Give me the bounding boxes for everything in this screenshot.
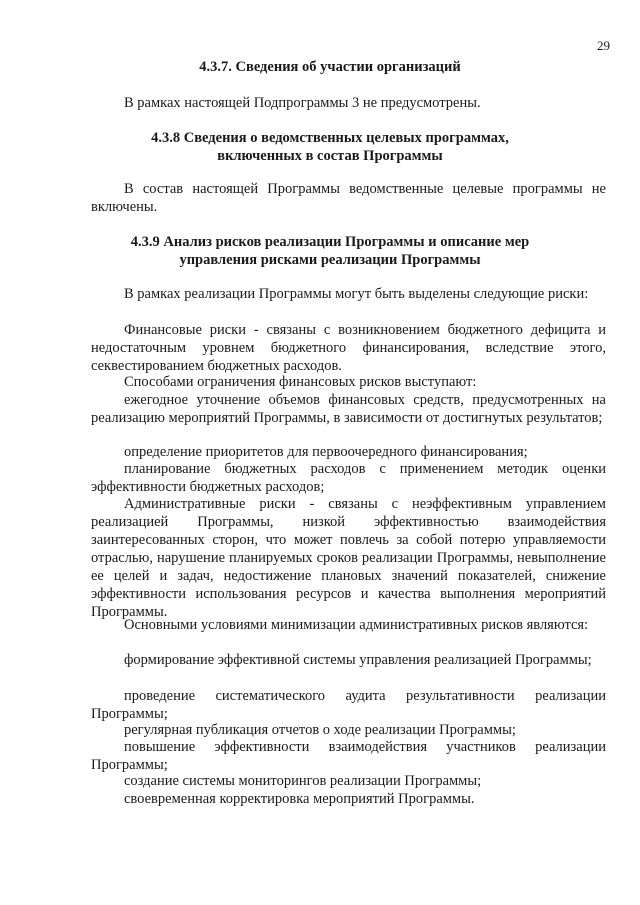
- paragraph-financial-limits: Способами ограничения финансовых рисков выступают:: [124, 374, 477, 390]
- paragraph-financial-risks: Финансовые риски - связаны с возникновением бюджетного дефицита и недостаточным уровнем бюджетного финансирования, вследствие этого, секвестированием бюджетных расходов.: [91, 322, 606, 374]
- section-438-text: В состав настоящей Программы ведомственные целевые программы не включены.: [91, 181, 606, 215]
- paragraph-priorities: определение приоритетов для первоочередного финансирования;: [124, 444, 528, 460]
- section-437-text: В рамках настоящей Подпрограммы 3 не предусмотрены.: [124, 95, 481, 111]
- section-438-title-line2: включенных в состав Программы: [217, 148, 443, 164]
- section-439-title-line2: управления рисками реализации Программы: [179, 252, 481, 268]
- paragraph-administrative-risks: Административные риски - связаны с неэффективным управлением реализацией Программы, низкой эффективностью взаимодействия заинтересованных сторон, что может повлечь за собой потерю управляемости отраслью, нарушение планируемых сроков реализации Программы, невыполнение ее целей и задач, недостижение плановых значений показателей, снижение эффективности использования ресурсов и качества выполнения мероприятий Программы.: [91, 496, 606, 620]
- section-438-title-line1: 4.3.8 Сведения о ведомственных целевых программах,: [151, 130, 509, 146]
- page-number: 29: [597, 38, 610, 53]
- section-439-title-line1: 4.3.9 Анализ рисков реализации Программы и описание мер: [130, 234, 530, 250]
- paragraph-monitoring: создание системы мониторингов реализации Программы;: [124, 773, 482, 789]
- paragraph-correction: своевременная корректировка мероприятий Программы.: [124, 791, 475, 807]
- paragraph-risks-intro: В рамках реализации Программы могут быть выделены следующие риски:: [124, 286, 589, 302]
- paragraph-reports: регулярная публикация отчетов о ходе реализации Программы;: [124, 722, 516, 738]
- section-437-title: 4.3.7. Сведения об участии организаций: [199, 59, 461, 75]
- paragraph-management-system: формирование эффективной системы управления реализацией Программы;: [124, 652, 592, 668]
- paragraph-interaction: повышение эффективности взаимодействия участников реализации Программы;: [91, 739, 606, 773]
- paragraph-budget-planning: планирование бюджетных расходов с применением методик оценки эффективности бюджетных расходов;: [91, 461, 606, 495]
- paragraph-admin-conditions: Основными условиями минимизации административных рисков являются:: [124, 617, 589, 633]
- paragraph-audit: проведение систематического аудита результативности реализации Программы;: [91, 688, 606, 722]
- paragraph-annual-adjustment: ежегодное уточнение объемов финансовых средств, предусмотренных на реализацию мероприятий Программы, в зависимости от достигнутых результатов;: [91, 392, 606, 426]
